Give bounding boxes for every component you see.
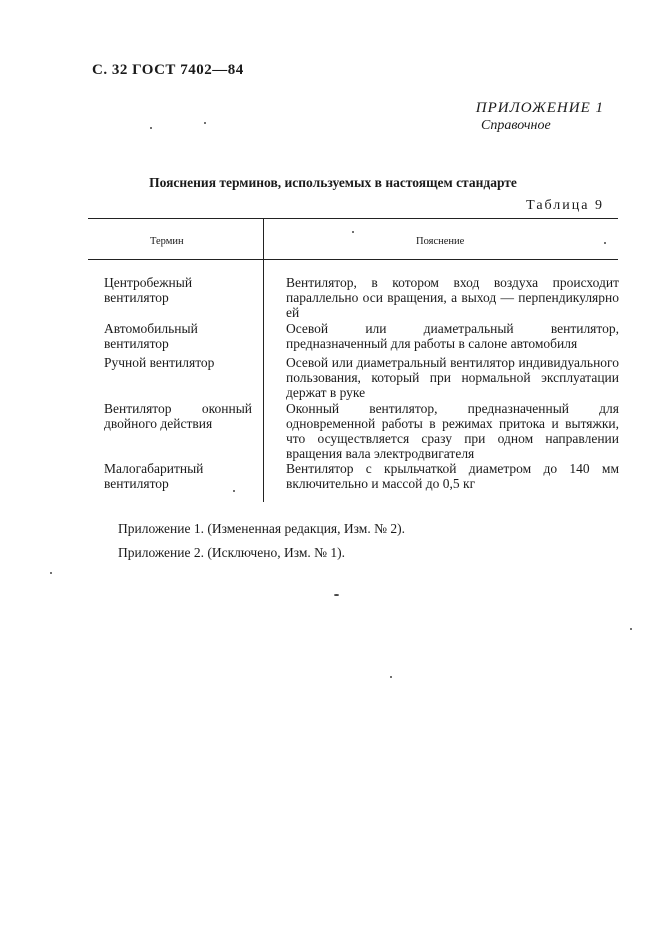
scan-speck <box>204 122 206 124</box>
table-row-explanation: Осевой или диаметральный вентилятор, предназначенный для работы в салоне автомобиля <box>286 321 619 351</box>
appendix-subtitle: Справочное <box>481 118 551 133</box>
scan-speck <box>604 242 606 244</box>
column-header-term: Термин <box>150 236 184 247</box>
table-header-rule <box>88 259 618 260</box>
table-row-explanation: Осевой или диаметральный вентилятор индивидуального пользования, который при нормальной эксплуатации держат в руке <box>286 355 619 400</box>
table-row-term: Малогабаритный вентилятор <box>104 461 204 491</box>
table-caption: Пояснения терминов, используемых в настоящем стандарте <box>149 175 517 190</box>
table-row-explanation: Вентилятор, в котором вход воздуха происходит параллельно оси вращения, а выход — перпендикулярно ей <box>286 275 619 320</box>
scan-speck <box>630 628 632 630</box>
table-number: Таблица 9 <box>526 198 604 213</box>
scan-speck <box>150 127 152 129</box>
table-column-divider <box>263 218 264 502</box>
table-row-term: Вентилятор оконный двойного действия <box>104 401 252 431</box>
scan-speck <box>50 572 52 574</box>
table-row-explanation: Вентилятор с крыльчаткой диаметром до 140 мм включительно и массой до 0,5 кг <box>286 461 619 491</box>
table-top-rule <box>88 218 618 219</box>
table-row-term: Автомобильный вентилятор <box>104 321 198 351</box>
note-appendix-1: Приложение 1. (Измененная редакция, Изм. № 2). <box>118 521 405 536</box>
column-header-explanation: Пояснение <box>416 236 465 247</box>
page-header: С. 32 ГОСТ 7402—84 <box>92 62 244 78</box>
scan-speck <box>390 676 392 678</box>
table-row-term: Ручной вентилятор <box>104 355 215 370</box>
note-appendix-2: Приложение 2. (Исключено, Изм. № 1). <box>118 545 346 560</box>
table-row-term: Центробежный вентилятор <box>104 275 193 305</box>
table-row-explanation: Оконный вентилятор, предназначенный для одновременной работы в режимах притока и вытяжки, что осуществляется сразу при одном направлении вращения вала электродвигателя <box>286 401 619 461</box>
scan-speck <box>352 231 354 233</box>
scan-speck <box>334 594 339 596</box>
appendix-title: ПРИЛОЖЕНИЕ 1 <box>475 100 604 116</box>
scan-speck <box>233 490 235 492</box>
